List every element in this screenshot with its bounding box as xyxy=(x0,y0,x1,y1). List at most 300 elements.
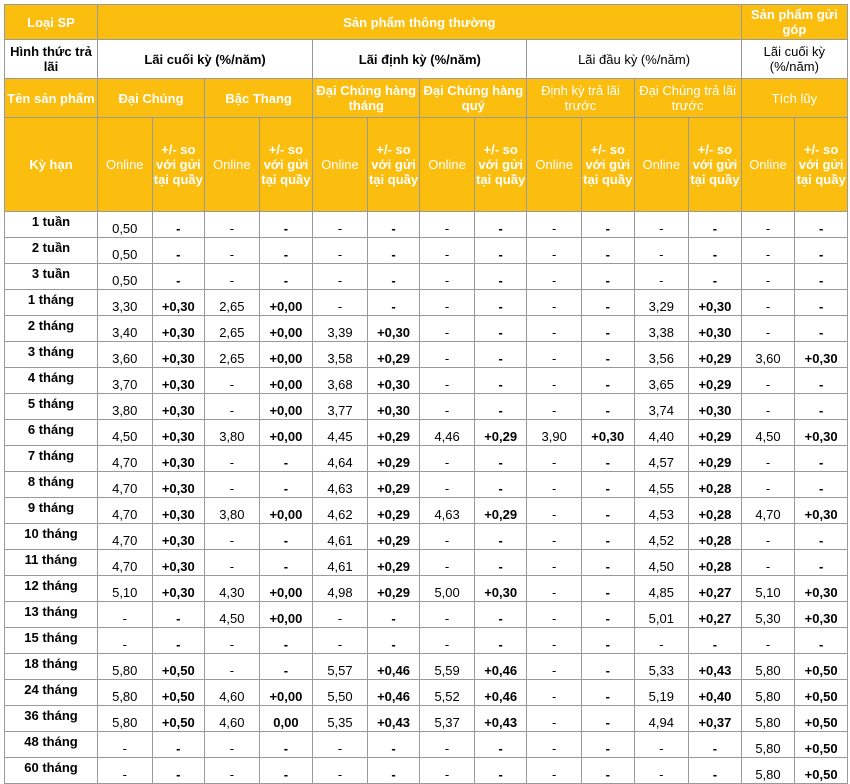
diff-rate-cell: +0,30 xyxy=(689,290,742,316)
diff-rate-cell: - xyxy=(259,264,313,290)
diff-rate-cell: +0,30 xyxy=(152,316,205,342)
diff-rate-cell: +0,29 xyxy=(689,446,742,472)
diff-rate-cell: - xyxy=(367,732,420,758)
online-rate-cell: - xyxy=(527,654,582,680)
diff-col-header: +/- so với gửi tại quầy xyxy=(795,118,848,212)
online-rate-cell: - xyxy=(634,732,689,758)
online-rate-cell: - xyxy=(313,602,368,628)
online-col-header: Online xyxy=(634,118,689,212)
online-rate-cell: 3,90 xyxy=(527,420,582,446)
diff-rate-cell: - xyxy=(152,732,205,758)
diff-rate-cell: +0,50 xyxy=(795,706,848,732)
online-rate-cell: - xyxy=(527,732,582,758)
online-col-header: Online xyxy=(527,118,582,212)
online-rate-cell: 4,45 xyxy=(313,420,368,446)
online-rate-cell: - xyxy=(741,212,795,238)
diff-rate-cell: - xyxy=(259,524,313,550)
online-rate-cell: - xyxy=(527,628,582,654)
online-rate-cell: - xyxy=(527,524,582,550)
diff-rate-cell: - xyxy=(474,394,527,420)
online-rate-cell: - xyxy=(205,446,260,472)
online-rate-cell: - xyxy=(420,524,475,550)
online-rate-cell: - xyxy=(420,446,475,472)
table-row xyxy=(5,576,848,602)
online-rate-cell: 4,63 xyxy=(313,472,368,498)
online-rate-cell: - xyxy=(205,264,260,290)
diff-rate-cell: +0,27 xyxy=(689,576,742,602)
table-row xyxy=(5,368,848,394)
diff-rate-cell: +0,50 xyxy=(795,654,848,680)
online-rate-cell: 5,19 xyxy=(634,680,689,706)
online-rate-cell: - xyxy=(420,290,475,316)
table-row xyxy=(5,472,848,498)
term-cell: 18 tháng xyxy=(5,654,98,680)
diff-rate-cell: - xyxy=(581,238,634,264)
online-rate-cell: - xyxy=(634,264,689,290)
regular-products-header: Sản phẩm thông thường xyxy=(97,5,741,40)
online-rate-cell: - xyxy=(205,238,260,264)
online-rate-cell: 4,50 xyxy=(205,602,260,628)
diff-rate-cell: +0,28 xyxy=(689,498,742,524)
diff-rate-cell: - xyxy=(689,732,742,758)
online-rate-cell: 5,80 xyxy=(97,706,152,732)
diff-rate-cell: - xyxy=(581,472,634,498)
online-rate-cell: 2,65 xyxy=(205,342,260,368)
online-rate-cell: 4,70 xyxy=(97,446,152,472)
online-rate-cell: 4,57 xyxy=(634,446,689,472)
online-rate-cell: - xyxy=(205,472,260,498)
online-rate-cell: 4,50 xyxy=(97,420,152,446)
online-rate-cell: - xyxy=(741,550,795,576)
diff-rate-cell: - xyxy=(259,472,313,498)
online-rate-cell: 3,68 xyxy=(313,368,368,394)
diff-rate-cell: - xyxy=(474,602,527,628)
online-rate-cell: - xyxy=(420,342,475,368)
online-rate-cell: - xyxy=(634,238,689,264)
online-rate-cell: 3,70 xyxy=(97,368,152,394)
diff-rate-cell: +0,30 xyxy=(152,472,205,498)
diff-rate-cell: - xyxy=(795,472,848,498)
diff-rate-cell: - xyxy=(367,290,420,316)
online-rate-cell: 5,33 xyxy=(634,654,689,680)
interest-rate-table xyxy=(4,4,848,784)
online-rate-cell: 3,80 xyxy=(205,498,260,524)
online-rate-cell: - xyxy=(741,368,795,394)
diff-rate-cell: - xyxy=(474,212,527,238)
online-rate-cell: - xyxy=(741,524,795,550)
diff-rate-cell: - xyxy=(795,238,848,264)
diff-rate-cell: +0,46 xyxy=(367,654,420,680)
diff-rate-cell: +0,43 xyxy=(689,654,742,680)
diff-rate-cell: +0,30 xyxy=(367,316,420,342)
diff-rate-cell: - xyxy=(581,342,634,368)
online-rate-cell: - xyxy=(741,238,795,264)
diff-rate-cell: - xyxy=(474,472,527,498)
table-row xyxy=(5,290,848,316)
term-cell: 9 tháng xyxy=(5,498,98,524)
online-rate-cell: - xyxy=(313,290,368,316)
diff-rate-cell: +0,30 xyxy=(152,524,205,550)
online-rate-cell: 4,85 xyxy=(634,576,689,602)
online-rate-cell: 5,52 xyxy=(420,680,475,706)
diff-rate-cell: +0,29 xyxy=(689,368,742,394)
term-cell: 3 tuần xyxy=(5,264,98,290)
diff-rate-cell: +0,28 xyxy=(689,550,742,576)
table-row xyxy=(5,420,848,446)
online-rate-cell: - xyxy=(205,758,260,784)
diff-rate-cell: +0,28 xyxy=(689,472,742,498)
online-rate-cell: - xyxy=(420,472,475,498)
table-row xyxy=(5,524,848,550)
online-rate-cell: 4,70 xyxy=(97,524,152,550)
product-dai-chung-monthly: Đại Chúng hàng tháng xyxy=(313,79,420,118)
diff-rate-cell: - xyxy=(474,342,527,368)
online-rate-cell: 4,63 xyxy=(420,498,475,524)
table-row xyxy=(5,394,848,420)
diff-rate-cell: - xyxy=(367,602,420,628)
diff-rate-cell: +0,29 xyxy=(689,420,742,446)
table-row xyxy=(5,550,848,576)
diff-rate-cell: +0,00 xyxy=(259,602,313,628)
diff-rate-cell: - xyxy=(152,264,205,290)
online-rate-cell: - xyxy=(420,212,475,238)
diff-rate-cell: +0,50 xyxy=(795,680,848,706)
diff-rate-cell: - xyxy=(689,264,742,290)
online-rate-cell: - xyxy=(205,212,260,238)
table-row xyxy=(5,602,848,628)
online-rate-cell: - xyxy=(527,550,582,576)
online-rate-cell: 4,62 xyxy=(313,498,368,524)
online-rate-cell: 4,70 xyxy=(97,472,152,498)
diff-rate-cell: - xyxy=(581,368,634,394)
product-dai-chung-quarterly: Đại Chúng hàng quý xyxy=(420,79,527,118)
rate-table-body xyxy=(5,212,848,784)
online-rate-cell: - xyxy=(634,758,689,784)
diff-rate-cell: +0,00 xyxy=(259,576,313,602)
table-row xyxy=(5,628,848,654)
online-rate-cell: 0,50 xyxy=(97,212,152,238)
term-cell: 7 tháng xyxy=(5,446,98,472)
online-rate-cell: - xyxy=(205,628,260,654)
diff-rate-cell: +0,29 xyxy=(367,472,420,498)
online-rate-cell: 5,10 xyxy=(741,576,795,602)
diff-rate-cell: - xyxy=(474,524,527,550)
diff-rate-cell: - xyxy=(474,732,527,758)
online-rate-cell: - xyxy=(527,264,582,290)
diff-rate-cell: - xyxy=(581,524,634,550)
online-rate-cell: - xyxy=(527,472,582,498)
diff-rate-cell: - xyxy=(259,654,313,680)
diff-rate-cell: +0,00 xyxy=(259,290,313,316)
diff-rate-cell: - xyxy=(795,550,848,576)
diff-rate-cell: - xyxy=(367,238,420,264)
online-rate-cell: 4,70 xyxy=(741,498,795,524)
online-col-header: Online xyxy=(741,118,795,212)
diff-rate-cell: +0,30 xyxy=(152,394,205,420)
online-rate-cell: 3,39 xyxy=(313,316,368,342)
online-rate-cell: - xyxy=(527,316,582,342)
online-rate-cell: - xyxy=(420,238,475,264)
diff-rate-cell: +0,50 xyxy=(152,654,205,680)
diff-rate-cell: - xyxy=(367,628,420,654)
diff-rate-cell: - xyxy=(259,212,313,238)
online-rate-cell: 4,55 xyxy=(634,472,689,498)
online-rate-cell: - xyxy=(313,264,368,290)
end-of-term-header: Lãi cuối kỳ (%/năm) xyxy=(97,40,312,79)
diff-rate-cell: +0,30 xyxy=(795,498,848,524)
diff-rate-cell: +0,43 xyxy=(367,706,420,732)
table-row xyxy=(5,498,848,524)
diff-rate-cell: - xyxy=(689,758,742,784)
online-rate-cell: - xyxy=(634,628,689,654)
diff-rate-cell: +0,29 xyxy=(367,550,420,576)
online-rate-cell: 4,61 xyxy=(313,550,368,576)
diff-rate-cell: - xyxy=(689,238,742,264)
diff-rate-cell: - xyxy=(152,212,205,238)
online-rate-cell: 5,10 xyxy=(97,576,152,602)
online-rate-cell: 4,50 xyxy=(741,420,795,446)
online-rate-cell: 3,80 xyxy=(97,394,152,420)
online-rate-cell: 5,80 xyxy=(741,732,795,758)
product-bac-thang: Bậc Thang xyxy=(205,79,313,118)
diff-rate-cell: - xyxy=(259,446,313,472)
online-rate-cell: - xyxy=(527,238,582,264)
diff-rate-cell: - xyxy=(795,368,848,394)
diff-rate-cell: - xyxy=(795,446,848,472)
online-rate-cell: 3,60 xyxy=(741,342,795,368)
table-row xyxy=(5,680,848,706)
diff-rate-cell: - xyxy=(795,212,848,238)
diff-rate-cell: - xyxy=(581,498,634,524)
diff-rate-cell: +0,00 xyxy=(259,680,313,706)
diff-rate-cell: - xyxy=(152,602,205,628)
online-rate-cell: 5,80 xyxy=(741,654,795,680)
table-row xyxy=(5,758,848,784)
diff-rate-cell: +0,00 xyxy=(259,420,313,446)
online-rate-cell: 4,40 xyxy=(634,420,689,446)
online-rate-cell: - xyxy=(97,758,152,784)
online-rate-cell: 2,65 xyxy=(205,316,260,342)
online-rate-cell: 5,30 xyxy=(741,602,795,628)
diff-rate-cell: +0,30 xyxy=(581,420,634,446)
diff-rate-cell: +0,29 xyxy=(689,342,742,368)
diff-rate-cell: - xyxy=(795,290,848,316)
online-rate-cell: - xyxy=(205,732,260,758)
online-rate-cell: - xyxy=(420,550,475,576)
online-rate-cell: - xyxy=(313,732,368,758)
product-tich-luy: Tích lũy xyxy=(741,79,847,118)
diff-rate-cell: +0,46 xyxy=(474,680,527,706)
online-rate-cell: 4,60 xyxy=(205,680,260,706)
diff-rate-cell: - xyxy=(474,446,527,472)
online-rate-cell: 3,60 xyxy=(97,342,152,368)
online-rate-cell: - xyxy=(527,706,582,732)
online-rate-cell: - xyxy=(420,732,475,758)
online-rate-cell: - xyxy=(527,290,582,316)
diff-rate-cell: +0,50 xyxy=(795,758,848,784)
online-rate-cell: - xyxy=(741,628,795,654)
term-cell: 24 tháng xyxy=(5,680,98,706)
online-rate-cell: 4,60 xyxy=(205,706,260,732)
online-rate-cell: 5,57 xyxy=(313,654,368,680)
diff-rate-cell: +0,30 xyxy=(795,602,848,628)
diff-rate-cell: - xyxy=(152,628,205,654)
diff-col-header: +/- so với gửi tại quầy xyxy=(152,118,205,212)
online-rate-cell: - xyxy=(205,394,260,420)
diff-rate-cell: - xyxy=(581,316,634,342)
diff-rate-cell: - xyxy=(795,264,848,290)
online-rate-cell: - xyxy=(527,602,582,628)
diff-rate-cell: +0,30 xyxy=(795,342,848,368)
diff-rate-cell: +0,30 xyxy=(367,368,420,394)
online-rate-cell: - xyxy=(527,680,582,706)
diff-rate-cell: - xyxy=(581,264,634,290)
online-rate-cell: - xyxy=(205,550,260,576)
diff-rate-cell: - xyxy=(581,446,634,472)
online-rate-cell: - xyxy=(420,316,475,342)
table-row xyxy=(5,316,848,342)
diff-rate-cell: - xyxy=(152,238,205,264)
online-rate-cell: - xyxy=(527,758,582,784)
table-row xyxy=(5,238,848,264)
online-rate-cell: - xyxy=(634,212,689,238)
online-rate-cell: - xyxy=(527,446,582,472)
online-col-header: Online xyxy=(313,118,368,212)
term-cell: 15 tháng xyxy=(5,628,98,654)
diff-rate-cell: - xyxy=(259,758,313,784)
online-rate-cell: - xyxy=(527,212,582,238)
online-rate-cell: - xyxy=(741,264,795,290)
loai-sp-header: Loại SP xyxy=(5,5,98,40)
online-rate-cell: 5,01 xyxy=(634,602,689,628)
diff-col-header: +/- so với gửi tại quầy xyxy=(689,118,742,212)
online-col-header: Online xyxy=(205,118,260,212)
online-rate-cell: - xyxy=(420,368,475,394)
online-rate-cell: 0,50 xyxy=(97,264,152,290)
online-rate-cell: - xyxy=(313,238,368,264)
online-rate-cell: 2,65 xyxy=(205,290,260,316)
table-row xyxy=(5,264,848,290)
diff-rate-cell: +0,30 xyxy=(795,576,848,602)
online-rate-cell: 5,37 xyxy=(420,706,475,732)
product-name-header: Tên sản phẩm xyxy=(5,79,98,118)
online-rate-cell: - xyxy=(313,212,368,238)
diff-rate-cell: +0,46 xyxy=(474,654,527,680)
product-dinh-ky-prepaid: Định kỳ trả lãi trước xyxy=(527,79,634,118)
term-cell: 60 tháng xyxy=(5,758,98,784)
diff-rate-cell: +0,50 xyxy=(795,732,848,758)
diff-rate-cell: - xyxy=(367,758,420,784)
diff-rate-cell: +0,50 xyxy=(152,680,205,706)
diff-rate-cell: +0,30 xyxy=(152,290,205,316)
online-rate-cell: 3,30 xyxy=(97,290,152,316)
online-rate-cell: 5,59 xyxy=(420,654,475,680)
diff-rate-cell: +0,27 xyxy=(689,602,742,628)
diff-rate-cell: - xyxy=(795,316,848,342)
diff-rate-cell: - xyxy=(474,290,527,316)
online-rate-cell: 3,29 xyxy=(634,290,689,316)
diff-rate-cell: - xyxy=(581,290,634,316)
online-rate-cell: 3,56 xyxy=(634,342,689,368)
online-rate-cell: 4,61 xyxy=(313,524,368,550)
end-of-term-savings-header: Lãi cuối kỳ (%/năm) xyxy=(741,40,847,79)
term-cell: 6 tháng xyxy=(5,420,98,446)
diff-rate-cell: +0,50 xyxy=(152,706,205,732)
diff-col-header: +/- so với gửi tại quầy xyxy=(259,118,313,212)
diff-rate-cell: - xyxy=(581,550,634,576)
diff-rate-cell: - xyxy=(259,238,313,264)
diff-rate-cell: - xyxy=(152,758,205,784)
diff-rate-cell: +0,30 xyxy=(474,576,527,602)
online-rate-cell: 4,52 xyxy=(634,524,689,550)
diff-rate-cell: - xyxy=(474,758,527,784)
online-rate-cell: - xyxy=(527,342,582,368)
online-rate-cell: - xyxy=(97,732,152,758)
diff-rate-cell: +0,43 xyxy=(474,706,527,732)
diff-rate-cell: - xyxy=(795,394,848,420)
diff-rate-cell: - xyxy=(474,238,527,264)
online-rate-cell: 4,64 xyxy=(313,446,368,472)
diff-rate-cell: +0,30 xyxy=(152,420,205,446)
term-header: Kỳ hạn xyxy=(5,118,98,212)
diff-rate-cell: +0,30 xyxy=(689,394,742,420)
diff-rate-cell: +0,30 xyxy=(152,368,205,394)
diff-rate-cell: - xyxy=(581,654,634,680)
online-rate-cell: - xyxy=(741,290,795,316)
online-rate-cell: - xyxy=(527,394,582,420)
term-cell: 12 tháng xyxy=(5,576,98,602)
online-rate-cell: - xyxy=(420,628,475,654)
table-row xyxy=(5,342,848,368)
online-rate-cell: 5,35 xyxy=(313,706,368,732)
diff-rate-cell: +0,00 xyxy=(259,342,313,368)
diff-rate-cell: - xyxy=(259,550,313,576)
term-cell: 8 tháng xyxy=(5,472,98,498)
diff-rate-cell: +0,28 xyxy=(689,524,742,550)
online-rate-cell: 5,80 xyxy=(741,706,795,732)
online-rate-cell: 3,38 xyxy=(634,316,689,342)
diff-rate-cell: +0,29 xyxy=(474,498,527,524)
diff-rate-cell: - xyxy=(795,628,848,654)
diff-rate-cell: +0,30 xyxy=(152,550,205,576)
online-rate-cell: - xyxy=(205,524,260,550)
diff-rate-cell: +0,29 xyxy=(367,446,420,472)
online-rate-cell: - xyxy=(313,758,368,784)
term-cell: 2 tuần xyxy=(5,238,98,264)
online-rate-cell: 0,50 xyxy=(97,238,152,264)
diff-rate-cell: - xyxy=(581,758,634,784)
payment-method-header: Hình thức trả lãi xyxy=(5,40,98,79)
diff-rate-cell: +0,00 xyxy=(259,368,313,394)
diff-rate-cell: +0,30 xyxy=(152,498,205,524)
online-rate-cell: 3,65 xyxy=(634,368,689,394)
online-rate-cell: 5,80 xyxy=(741,680,795,706)
diff-rate-cell: +0,30 xyxy=(689,316,742,342)
diff-rate-cell: - xyxy=(259,628,313,654)
table-row xyxy=(5,706,848,732)
diff-rate-cell: +0,30 xyxy=(795,420,848,446)
diff-rate-cell: +0,40 xyxy=(689,680,742,706)
upfront-header: Lãi đầu kỳ (%/năm) xyxy=(527,40,741,79)
diff-rate-cell: - xyxy=(474,550,527,576)
online-rate-cell: - xyxy=(420,264,475,290)
online-rate-cell: - xyxy=(527,576,582,602)
online-rate-cell: - xyxy=(97,602,152,628)
online-col-header: Online xyxy=(97,118,152,212)
periodic-header: Lãi định kỳ (%/năm) xyxy=(313,40,527,79)
diff-rate-cell: +0,29 xyxy=(474,420,527,446)
diff-rate-cell: - xyxy=(474,316,527,342)
